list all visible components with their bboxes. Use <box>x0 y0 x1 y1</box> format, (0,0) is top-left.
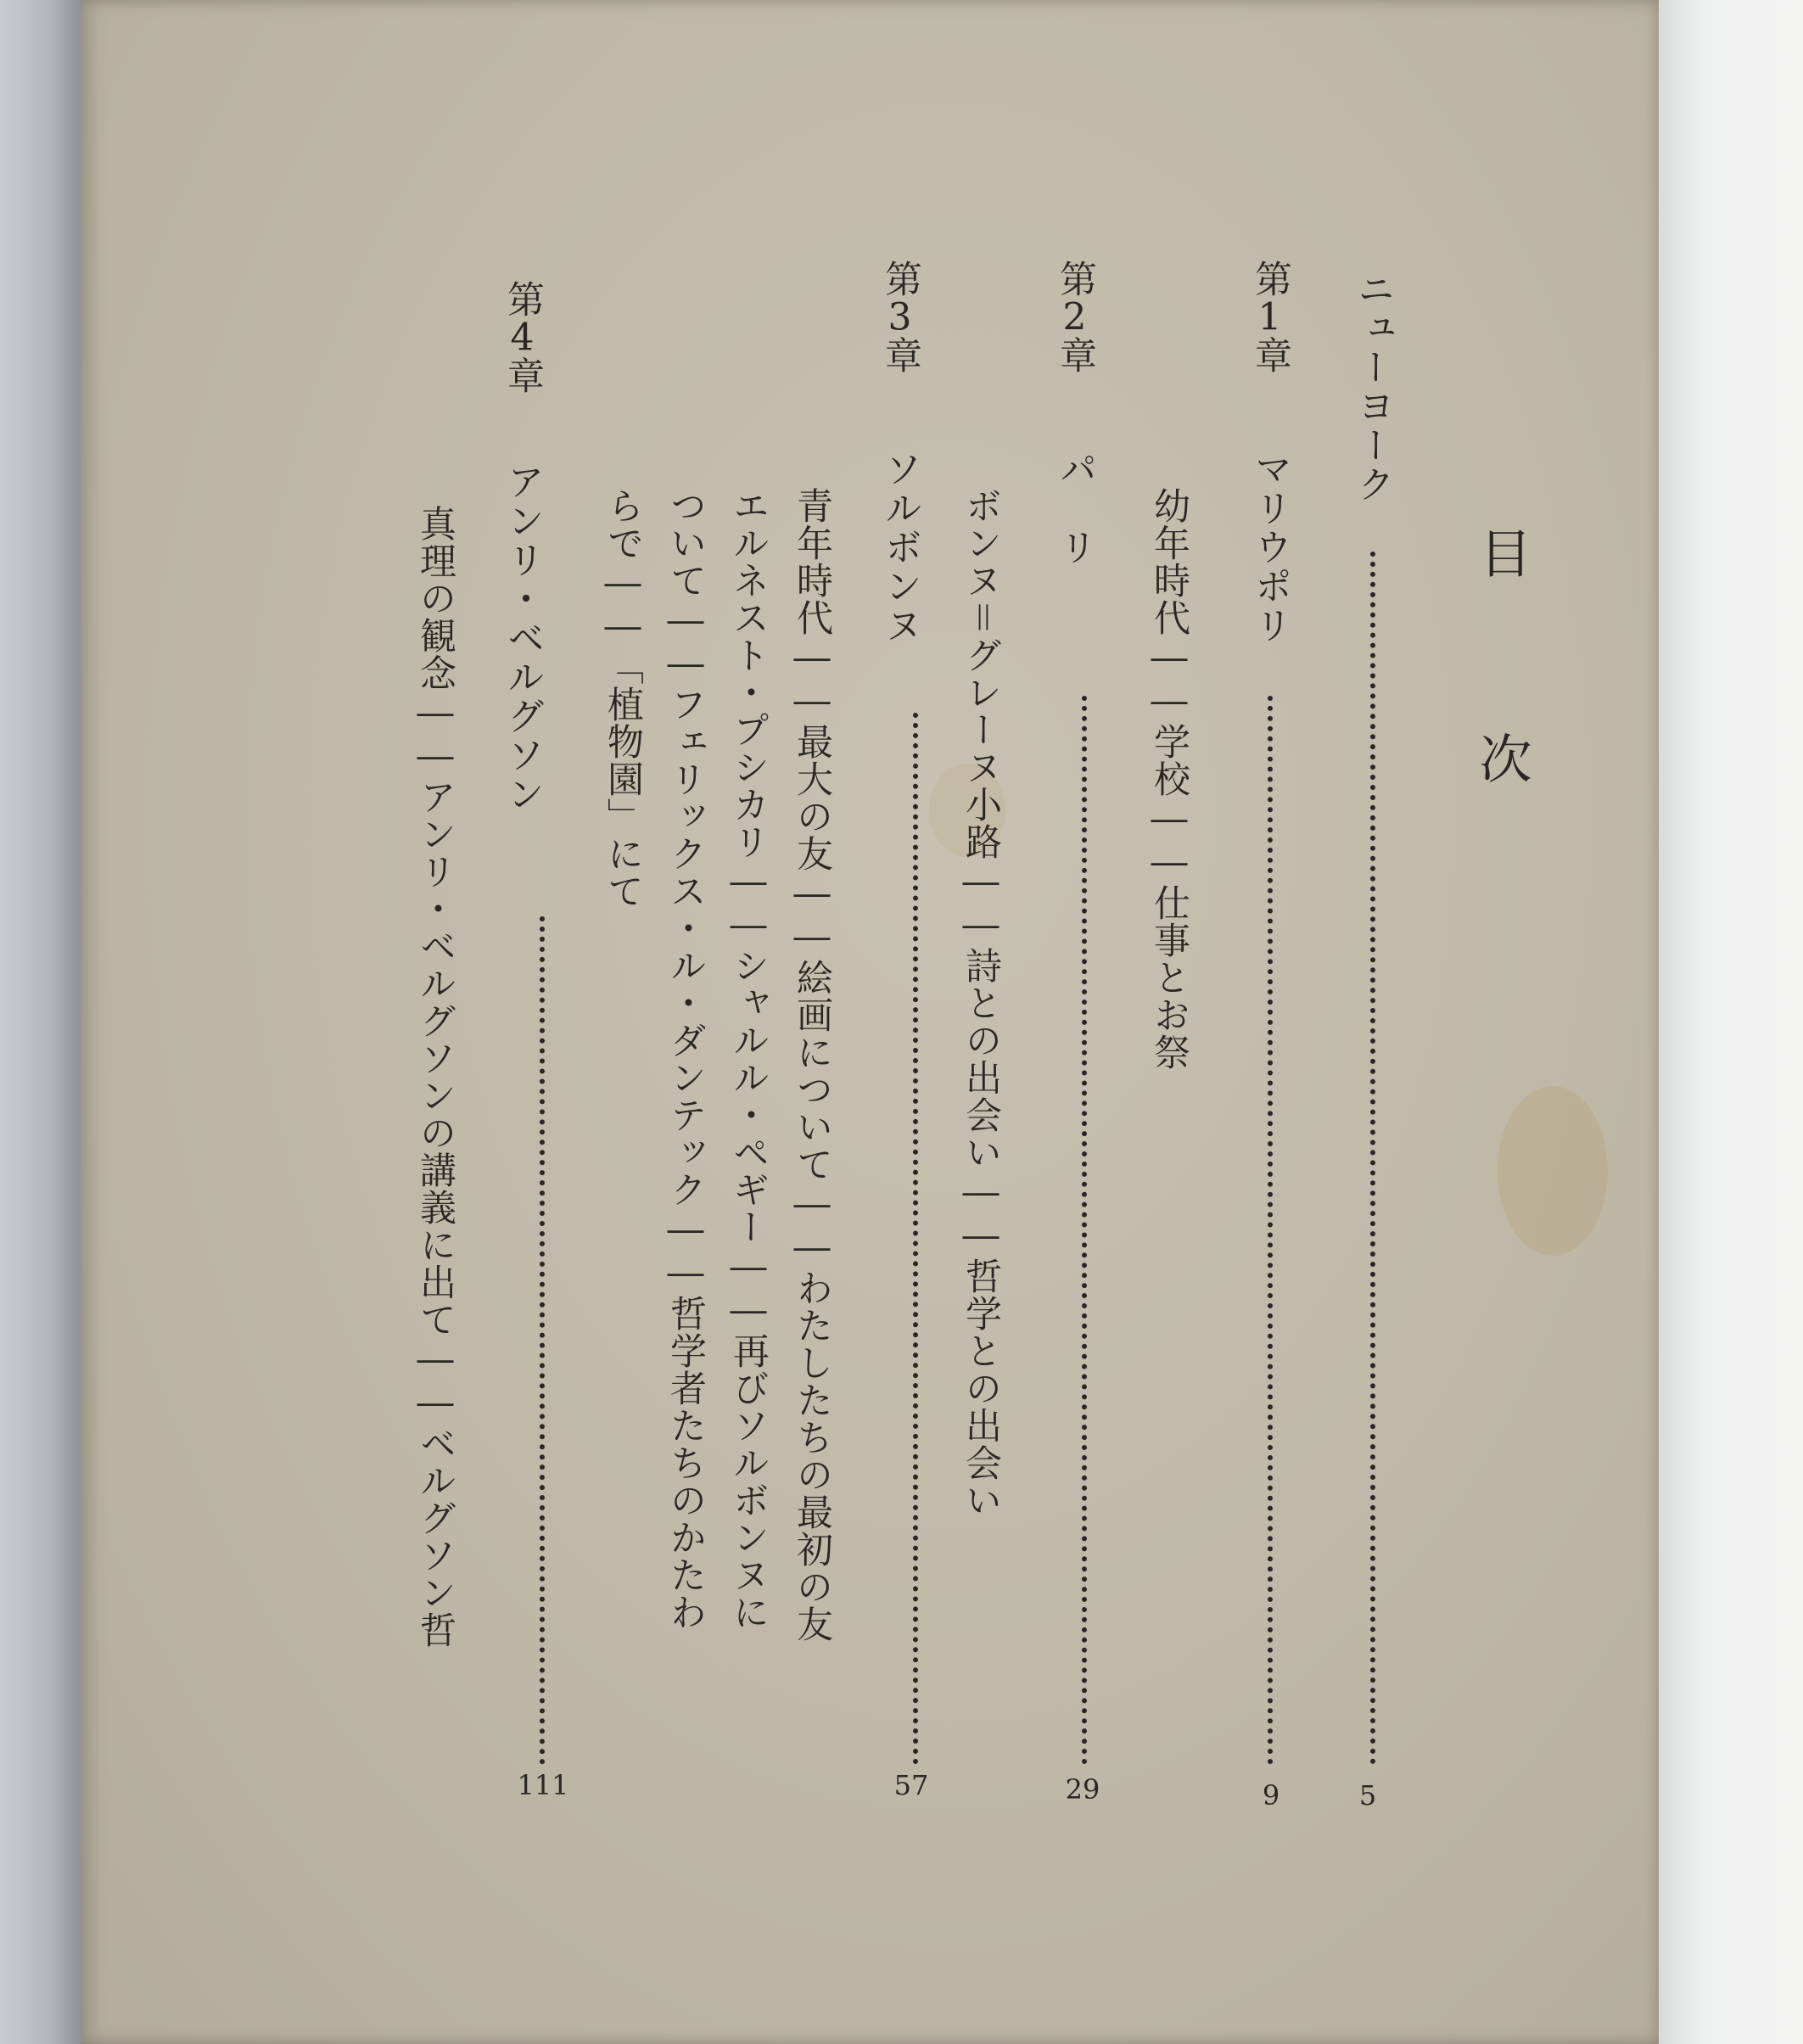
chapter-3-subtitle-line-3: ついて――フェリックス・ル・ダンテック――哲学者たちのかたわ <box>664 487 707 1631</box>
book-page <box>81 0 1659 2044</box>
chapter-4-number: 第4章 <box>501 280 544 395</box>
backdrop-right <box>1659 0 1803 2044</box>
entry-newyork-page: 5 <box>1358 1779 1377 1812</box>
chapter-1-page: 9 <box>1262 1779 1280 1812</box>
chapter-4-subtitle: 真理の観念――アンリ・ベルグソンの講義に出て――ベルグソン哲 <box>414 505 456 1649</box>
chapter-3-page: 57 <box>893 1769 929 1801</box>
chapter-3-subtitle-line-2: エルネスト・プシカリ――シャルル・ペギー――再びソルボンヌに <box>727 487 770 1631</box>
chapter-3-subtitle-line-4: らで――「植物園」にて <box>602 487 644 910</box>
entry-newyork-label: ニューヨーク <box>1351 270 1394 504</box>
leader-dots <box>1370 552 1375 1765</box>
chapter-2-subtitle: ボンヌ＝グレーヌ小路――詩との出会い――哲学との出会い <box>960 487 1002 1519</box>
chapter-2-page: 29 <box>1065 1773 1100 1806</box>
chapter-4-page: 111 <box>517 1769 569 1801</box>
leader-dots <box>1082 696 1087 1765</box>
leader-dots <box>1268 696 1273 1765</box>
chapter-3-subtitle-line-1: 青年時代――最大の友――絵画について――わたしたちの最初の友 <box>791 487 833 1643</box>
toc-title: 目次 <box>1470 526 1532 937</box>
backdrop-left <box>0 0 81 2044</box>
chapter-3-label: ソルボンヌ <box>878 450 921 645</box>
leader-dots <box>913 713 918 1765</box>
chapter-2-number: 第2章 <box>1053 260 1096 375</box>
chapter-4-label: アンリ・ベルグソン <box>501 462 544 814</box>
page-stain <box>1498 1086 1608 1256</box>
chapter-1-number: 第1章 <box>1248 260 1291 375</box>
chapter-1-subtitle: 幼年時代――学校――仕事とお祭 <box>1148 487 1190 1071</box>
chapter-3-number: 第3章 <box>878 260 921 375</box>
leader-dots <box>540 916 545 1765</box>
chapter-2-label: パ リ <box>1053 450 1096 567</box>
chapter-1-label: マリウポリ <box>1248 450 1291 645</box>
